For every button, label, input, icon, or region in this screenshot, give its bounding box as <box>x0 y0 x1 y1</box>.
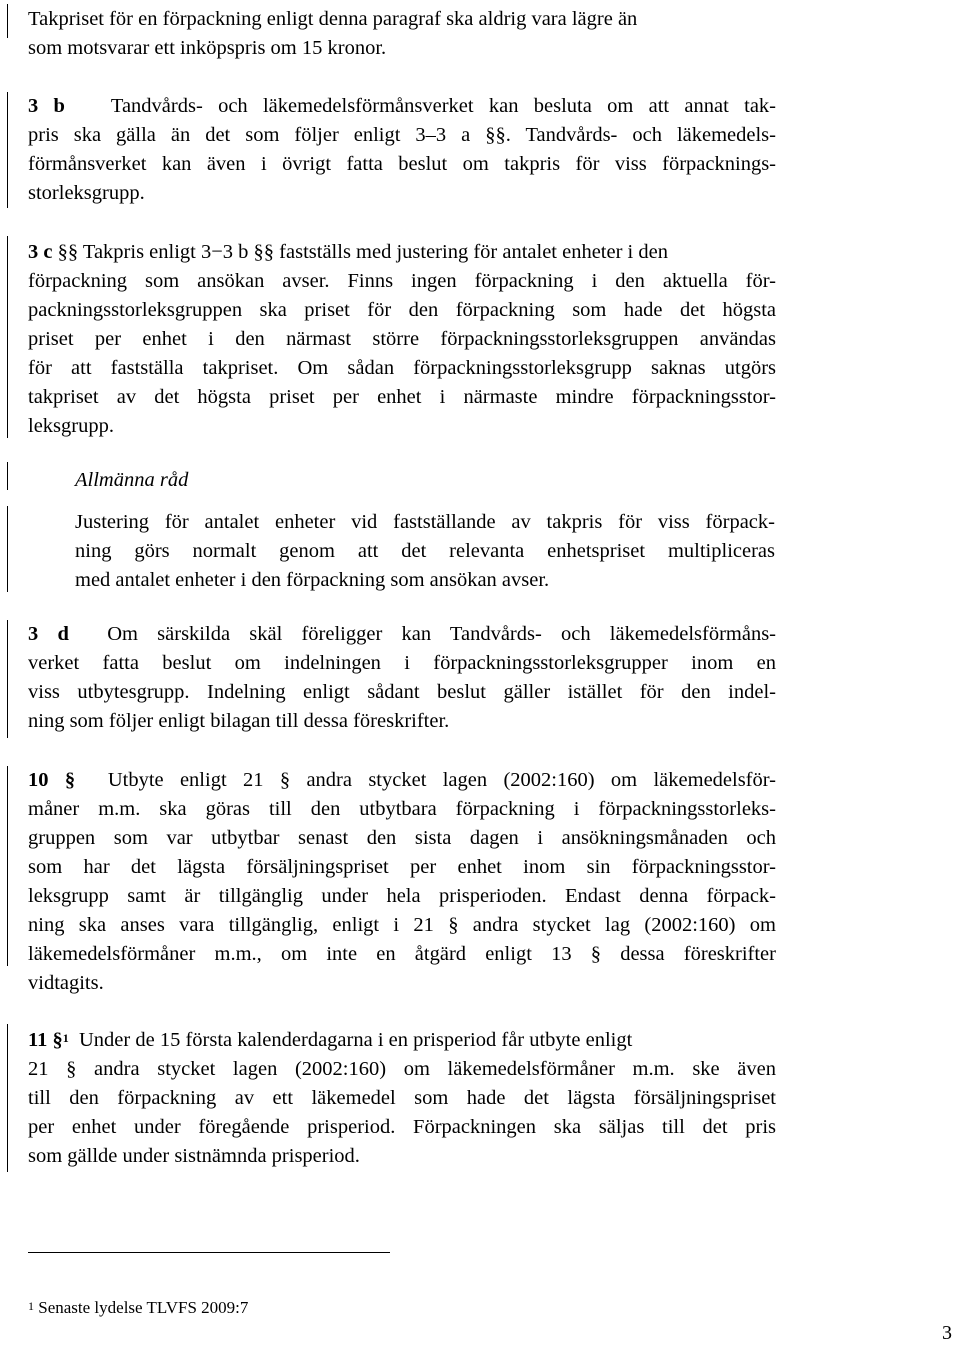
footnote-rule <box>28 1252 390 1253</box>
section-3d <box>28 620 776 736</box>
text-line: viss utbytesgrupp. Indelning enligt sådant beslut gäller istället för den indel- <box>28 681 776 703</box>
footnote <box>28 1297 248 1319</box>
section-heading: 10 § <box>28 769 76 791</box>
text-line: takpriset av det högsta priset per enhet i närmaste mindre förpackningsstor- <box>28 386 776 408</box>
footnote-mark: 1 <box>28 1299 34 1313</box>
change-bar <box>7 92 8 208</box>
text-line: måner m.m. ska göras till den utbytbara förpackning i förpackningsstorleks- <box>28 798 776 820</box>
text-line: priset per enhet i den närmast större förpackningsstorleksgruppen användas <box>28 328 776 350</box>
text-line: 10 § Utbyte enligt 21 § andra stycket lagen (2002:160) om läkemedelsför- <box>28 769 777 791</box>
advice-heading: Allmänna råd <box>75 469 189 491</box>
text-line: som har det lägsta försäljningspriset per enhet inom sin förpackningsstor- <box>28 856 776 878</box>
text-line: pris ska gälla än det som följer enligt 3–3 a §§. Tandvårds- och läkemedels- <box>28 124 776 146</box>
text-line: förpackning som ansökan avser. Finns ingen förpackning i den aktuella för- <box>28 270 776 292</box>
general-advice-text <box>75 508 775 595</box>
text-line: ning som följer enligt bilagan till dessa föreskrifter. <box>28 710 450 732</box>
footnote-text: Senaste lydelse TLVFS 2009:7 <box>38 1298 249 1317</box>
section-11 <box>28 1026 776 1171</box>
change-bar <box>7 462 8 490</box>
text-line: vidtagits. <box>28 972 104 994</box>
text-line: läkemedelsförmåner m.m., om inte en åtgärd enligt 13 § dessa föreskrifter <box>28 943 776 965</box>
change-bar <box>7 4 8 38</box>
change-bar <box>7 620 8 738</box>
text-line: leksgrupp samt är tillgänglig under hela prisperioden. Endast denna förpack- <box>28 885 776 907</box>
section-heading: 11 § <box>28 1029 63 1051</box>
text-line: 11 §$^1$ Under de 15 första kalenderdagarna i en prisperiod får utbyte enligt <box>28 1029 633 1051</box>
section-heading: 3 c <box>28 241 53 263</box>
section-10 <box>28 766 776 998</box>
general-advice <box>75 466 775 495</box>
text-line: verket fatta beslut om indelningen i förpackningsstorleksgrupper inom en <box>28 652 776 674</box>
text-line: gruppen som var utbytbar senast den sista dagen i ansökningsmånaden och <box>28 827 776 849</box>
text-line: 3 b Tandvårds- och läkemedelsförmånsverket kan besluta om att annat tak- <box>28 95 776 117</box>
text-line: som motsvarar ett inköpspris om 15 kronor. <box>28 37 387 59</box>
page-number: 3 <box>942 1322 952 1344</box>
section-heading: 3 b <box>28 95 65 117</box>
text-line: som gällde under sistnämnda prisperiod. <box>28 1145 360 1167</box>
text-line: packningsstorleksgruppen ska priset för den förpackning som hade det högsta <box>28 299 776 321</box>
text-line: förmånsverket kan även i övrigt fatta beslut om takpris för viss förpacknings- <box>28 153 776 175</box>
section-3b <box>28 92 776 208</box>
change-bar <box>7 236 8 438</box>
text-line: Takpriset för en förpackning enligt denna paragraf ska aldrig vara lägre än <box>28 8 638 30</box>
change-bar <box>7 1024 8 1172</box>
change-bar <box>7 766 8 966</box>
section-heading: 3 d <box>28 623 69 645</box>
text-line: storleksgrupp. <box>28 182 145 204</box>
paragraph-intro <box>28 5 776 63</box>
text-line: Justering för antalet enheter vid fastställande av takpris för viss förpack- <box>75 511 775 533</box>
change-bar <box>7 506 8 592</box>
text-line: med antalet enheter i den förpackning som ansökan avser. <box>75 569 550 591</box>
text-line: ning ska anses vara tillgänglig, enligt i 21 § andra stycket lag (2002:160) om <box>28 914 776 936</box>
text-line: 3 c §§ Takpris enligt 3−3 b §§ fastställs med justering för antalet enheter i den <box>28 241 668 263</box>
text-line: leksgrupp. <box>28 415 114 437</box>
text-line: för att fastställa takpriset. Om sådan förpackningsstorleksgrupp saknas utgörs <box>28 357 776 379</box>
text-line: 3 d Om särskilda skäl föreligger kan Tandvårds- och läkemedelsförmåns- <box>28 623 777 645</box>
text-line: 21 § andra stycket lagen (2002:160) om läkemedelsförmåner m.m. ske även <box>28 1058 776 1080</box>
text-line: ning görs normalt genom att det relevanta enhetspriset multipliceras <box>75 540 775 562</box>
section-3c <box>28 238 776 441</box>
text-line: till den förpackning av ett läkemedel som hade det lägsta försäljningspriset <box>28 1087 776 1109</box>
text-line: per enhet under föregående prisperiod. Förpackningen ska säljas till det pris <box>28 1116 776 1138</box>
footnote-ref: 1 <box>62 1031 69 1045</box>
